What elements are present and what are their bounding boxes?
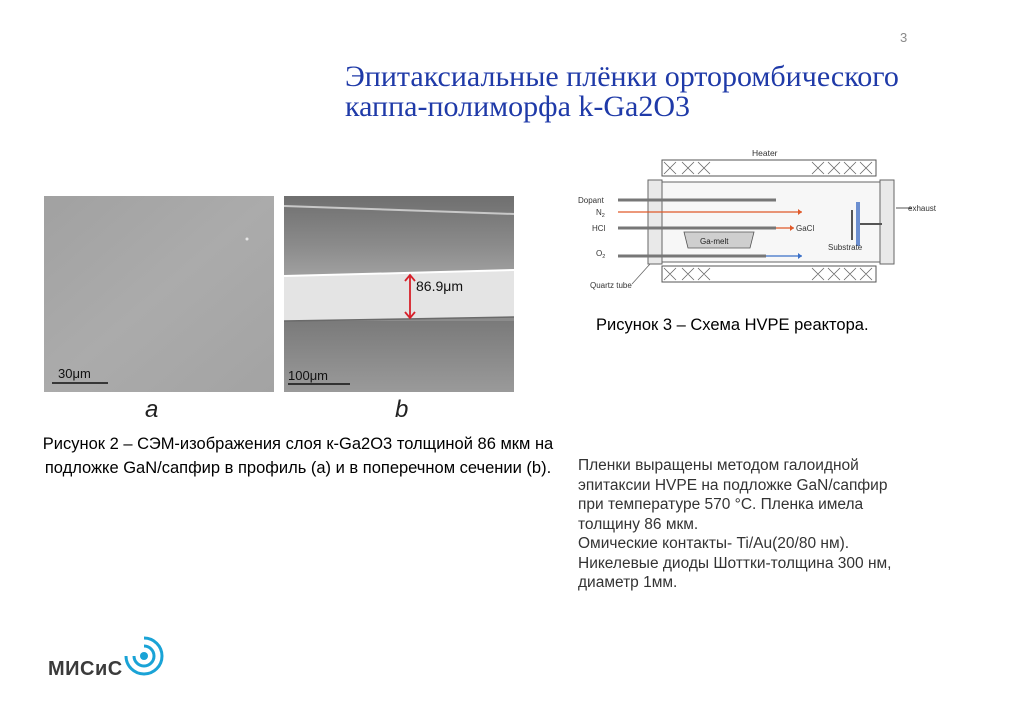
sem-image-b — [284, 196, 514, 392]
ga-melt-boat — [684, 232, 754, 248]
panel-letter-a: a — [145, 396, 159, 423]
description-line: диаметр 1мм. — [578, 574, 678, 591]
misis-logo — [48, 634, 188, 684]
description-line: эпитаксии HVPE на подложке GaN/сапфир — [578, 476, 888, 494]
title-line-1: Эпитаксиальные плёнки орторомбического — [345, 60, 899, 93]
slide-number: 3 — [900, 30, 908, 45]
label-n2: $N_2$ — [596, 208, 605, 219]
description-line: Омические контакты- Ti/Au(20/80 нм). — [578, 535, 850, 552]
label-substrate: Substrate — [828, 243, 863, 252]
label-ga-melt: Ga-melt — [700, 237, 729, 246]
title-line-2: каппа-полиморфа k-Ga2O3 — [345, 90, 691, 123]
misis-signal-icon — [122, 634, 166, 678]
label-o2: $O_2$ — [596, 249, 606, 260]
label-hcl: HCl — [592, 224, 606, 233]
description-text — [578, 456, 998, 593]
label-exhaust: exhaust — [908, 204, 937, 213]
logo-text: МИСиС — [48, 658, 123, 680]
label-quartz-tube: Quartz tube — [590, 281, 632, 290]
scale-label-a: 30μm — [58, 366, 91, 381]
description-line: Пленки выращены методом галоидной — [578, 457, 859, 474]
label-dopant: Dopant — [578, 196, 604, 205]
label-heater: Heater — [752, 148, 778, 158]
description-line: толщину 86 мкм. — [578, 515, 699, 533]
figure3-caption: Рисунок 3 – Схема HVPE реактора. — [596, 316, 869, 334]
figure2-caption: Рисунок 2 – СЭМ-изображения слоя к-Ga2O3 толщиной 86 мкм на подложке GaN/сапфир в профиль (а) и в поперечном сечении (b). — [42, 435, 554, 477]
sem-texture-a — [44, 196, 274, 392]
description-line: при температуре 570 °С. Пленка имела — [578, 496, 864, 513]
scale-label-b: 100μm — [288, 368, 329, 383]
heater-top — [662, 160, 876, 176]
sem-image-a — [44, 196, 274, 392]
hvpe-reactor-diagram — [566, 144, 946, 294]
thickness-label: 86.9μm — [416, 278, 463, 294]
label-gacl: GaCl — [796, 224, 815, 233]
slide-title — [345, 62, 985, 122]
panel-letter-b: b — [395, 396, 409, 423]
heater-bottom — [662, 266, 876, 282]
sem-texture-b — [284, 196, 514, 392]
description-line: Никелевые диоды Шоттки-толщина 300 нм, — [578, 554, 892, 572]
